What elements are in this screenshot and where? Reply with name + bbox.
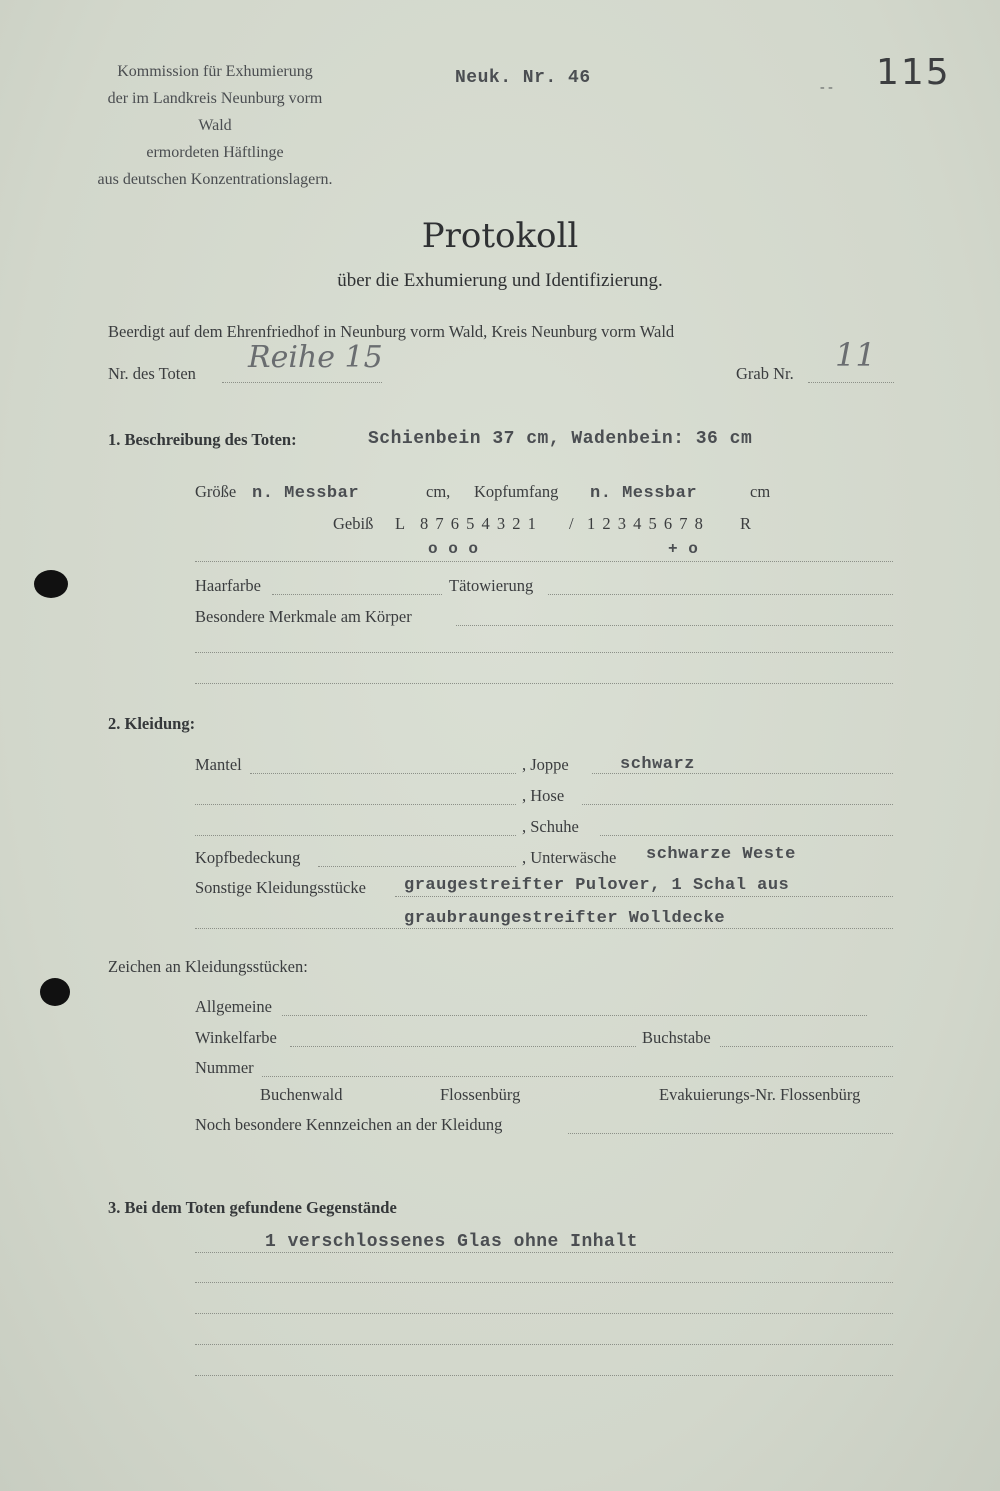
- special-features-line-1: [456, 625, 893, 626]
- jacket-label: , Joppe: [522, 755, 569, 774]
- burial-line: Beerdigt auf dem Ehrenfriedhof in Neunburg vorm Wald, Kreis Neunburg vorm Wald: [108, 322, 675, 341]
- size-value: n. Messbar: [252, 484, 360, 503]
- other-clothing-line-2: [195, 928, 893, 929]
- teeth-left-marker: L: [395, 514, 406, 533]
- found-items-line-5: [195, 1375, 893, 1376]
- reference-number: Neuk. Nr. 46: [455, 68, 591, 88]
- letter-label: Buchstabe: [642, 1028, 711, 1047]
- section1-heading: 1. Beschreibung des Toten:: [108, 430, 297, 449]
- trousers-blank-line: [195, 804, 516, 805]
- found-items-line-2: [195, 1282, 893, 1283]
- other-clothing-value-1: graugestreifter Pulover, 1 Schal aus: [404, 876, 790, 895]
- angle-color-line: [290, 1046, 636, 1047]
- commission-header: Kommission für Exhumierung der im Landkreis Neunburg vorm Wald ermordeten Häftlinge aus deutschen Konzentrationslagern.: [97, 63, 333, 188]
- underwear-label: , Unterwäsche: [522, 848, 617, 867]
- trousers-line: [582, 804, 893, 805]
- tattoo-line: [548, 594, 893, 595]
- buchenwald-label: Buchenwald: [260, 1085, 343, 1104]
- underwear-value: schwarze Weste: [646, 845, 796, 864]
- flossenburg-label: Flossenbürg: [440, 1085, 521, 1104]
- shoes-label: , Schuhe: [522, 817, 579, 836]
- shoes-line: [600, 835, 893, 836]
- more-marks-label: Noch besondere Kennzeichen an der Kleidung: [195, 1115, 503, 1134]
- margin-mark: - -: [820, 80, 833, 95]
- clothing-marks-heading: Zeichen an Kleidungsstücken:: [108, 957, 308, 976]
- jacket-line: [592, 773, 893, 774]
- shoes-blank-line: [195, 835, 516, 836]
- letter-line: [720, 1046, 893, 1047]
- teeth-separator: /: [569, 514, 574, 533]
- punch-hole-lower: [40, 978, 70, 1006]
- found-items-line-4: [195, 1344, 893, 1345]
- other-clothing-value-2: graubraungestreifter Wolldecke: [404, 909, 726, 928]
- number-label: Nummer: [195, 1058, 254, 1077]
- general-label: Allgemeine: [195, 997, 272, 1016]
- found-items-line-1: [195, 1252, 893, 1253]
- grave-number-value: 11: [835, 336, 876, 374]
- hair-color-label: Haarfarbe: [195, 576, 261, 595]
- special-features-line-3: [195, 683, 893, 684]
- grave-number-label: Grab Nr.: [736, 364, 794, 383]
- headwear-label: Kopfbedeckung: [195, 848, 301, 867]
- head-cm: cm: [750, 482, 771, 501]
- jacket-value: schwarz: [620, 755, 695, 774]
- section1-description-value: Schienbein 37 cm, Wadenbein: 36 cm: [368, 429, 753, 449]
- found-items-line-3: [195, 1313, 893, 1314]
- other-clothing-label: Sonstige Kleidungsstücke: [195, 878, 366, 897]
- size-cm: cm,: [426, 482, 451, 501]
- document-title: Protokoll: [421, 216, 579, 256]
- tattoo-label: Tätowierung: [449, 576, 534, 595]
- other-clothing-line: [395, 896, 893, 897]
- general-line: [282, 1015, 867, 1016]
- found-items-value: 1 verschlossenes Glas ohne Inhalt: [265, 1232, 638, 1252]
- special-features-line-2: [195, 652, 893, 653]
- teeth-label: Gebiß: [333, 514, 374, 533]
- teeth-right-row: 1 2 3 4 5 6 7 8: [587, 514, 705, 533]
- angle-color-label: Winkelfarbe: [195, 1028, 277, 1047]
- dead-number-label: Nr. des Toten: [108, 364, 196, 383]
- headwear-line: [318, 866, 516, 867]
- punch-hole-upper: [34, 570, 68, 598]
- coat-label: Mantel: [195, 755, 242, 774]
- teeth-line: [195, 561, 893, 562]
- head-circumference-value: n. Messbar: [590, 484, 698, 503]
- dead-number-line: [222, 382, 382, 383]
- document-subtitle: über die Exhumierung und Identifizierung.: [337, 270, 663, 291]
- trousers-label: , Hose: [522, 786, 565, 805]
- head-circumference-label: Kopfumfang: [474, 482, 559, 501]
- teeth-left-row: 8 7 6 5 4 3 2 1: [420, 514, 538, 533]
- teeth-marks-right: + o: [668, 540, 699, 558]
- teeth-marks-left: o o o: [428, 540, 479, 558]
- section2-heading: 2. Kleidung:: [108, 714, 196, 733]
- section3-heading: 3. Bei dem Toten gefundene Gegenstände: [108, 1198, 397, 1217]
- teeth-right-marker: R: [740, 514, 752, 533]
- page-number: 115: [876, 52, 951, 93]
- coat-line: [250, 773, 516, 774]
- grave-number-line: [808, 382, 894, 383]
- hair-color-line: [272, 594, 442, 595]
- dead-number-value: Reihe 15: [248, 340, 383, 375]
- evacuation-number-label: Evakuierungs-Nr. Flossenbürg: [659, 1085, 861, 1104]
- special-features-label: Besondere Merkmale am Körper: [195, 607, 412, 626]
- size-label: Größe: [195, 482, 237, 501]
- more-marks-line: [568, 1133, 893, 1134]
- number-line: [262, 1076, 893, 1077]
